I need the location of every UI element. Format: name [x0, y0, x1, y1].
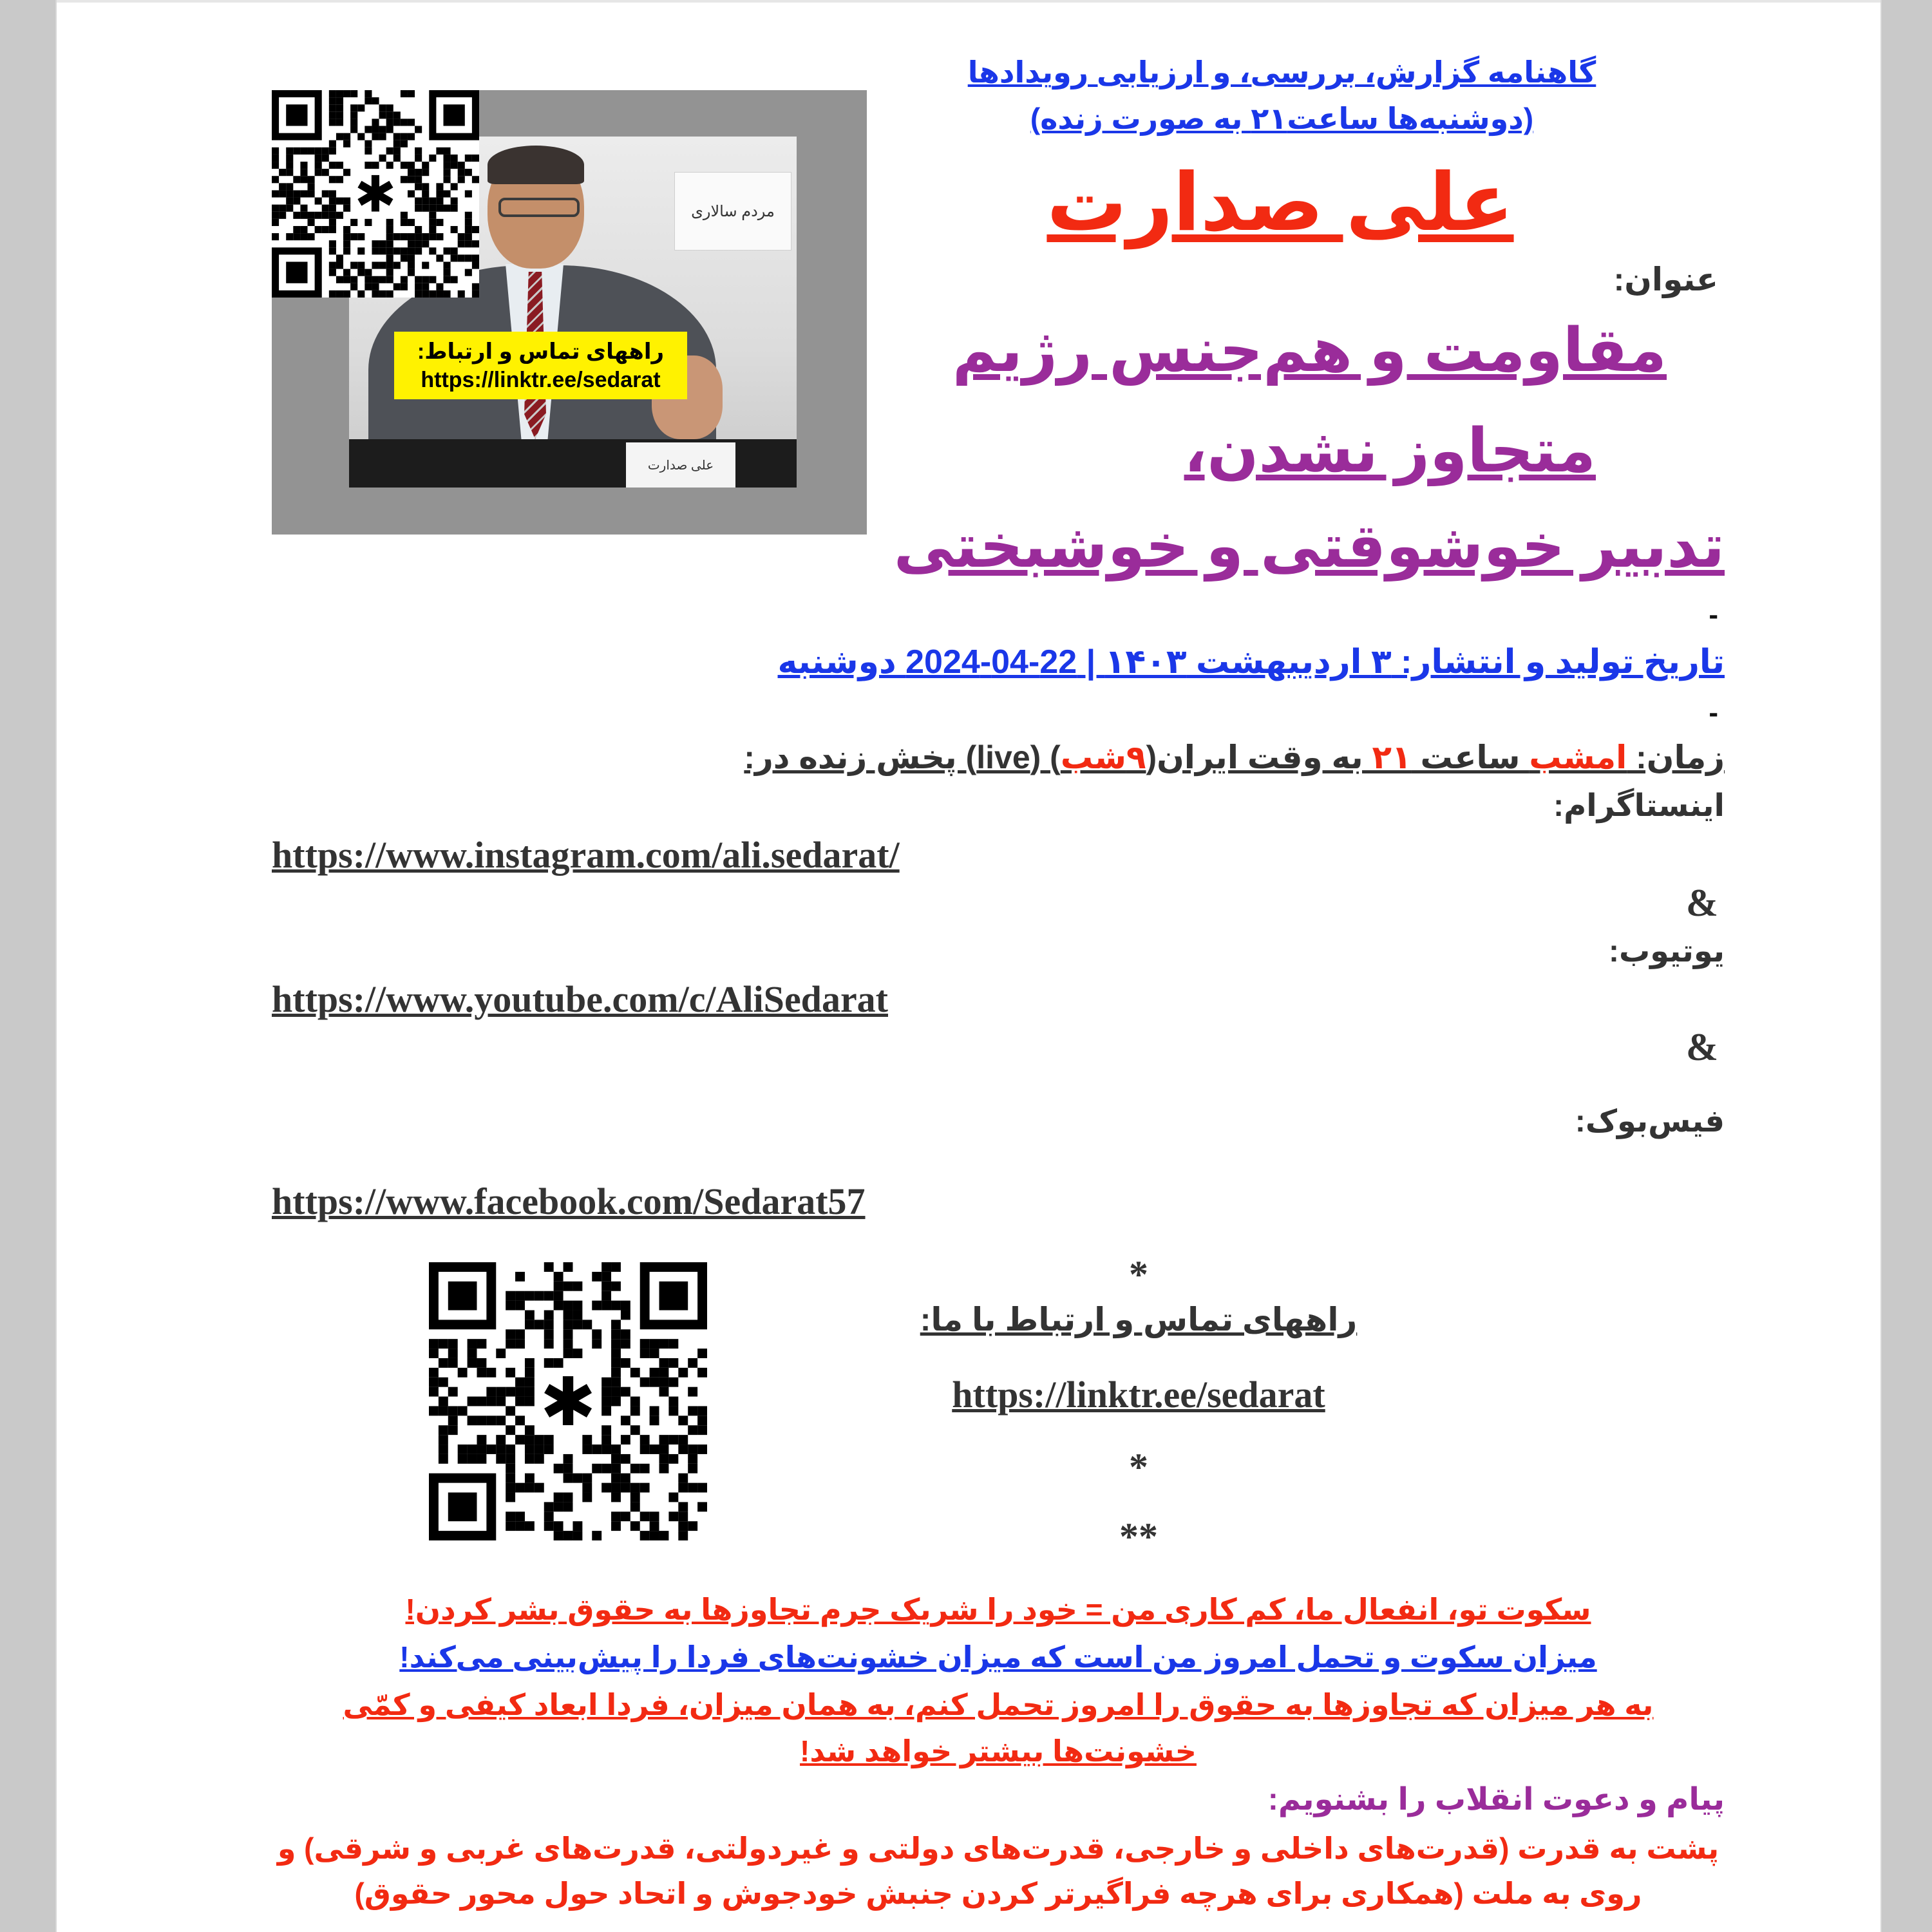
facebook-label: فیس‌بوک:: [1575, 1104, 1725, 1139]
message-line-3: به هر میزان که تجاوزها به حقوق را امروز تحمل کنم، به همان میزان، فردا ابعاد کیفی و کمّی: [343, 1688, 1654, 1721]
time-label: زمان:: [1627, 739, 1725, 775]
photo-hair: [488, 146, 584, 184]
series-line-2[interactable]: (دوشنبه‌ها ساعت۲۱ به صورت زنده): [1030, 102, 1534, 135]
qr-code-large-graphic: [429, 1262, 707, 1540]
photo-sign: مردم سالاری: [674, 172, 791, 251]
series-line-1[interactable]: گاهنامه گزارش، بررسی، و ارزیابی رویدادها: [967, 55, 1596, 89]
message-line-4: خشونت‌ها بیشتر خواهد شد!: [800, 1734, 1197, 1768]
facebook-link[interactable]: https://www.facebook.com/Sedarat57: [272, 1180, 866, 1222]
title-label: عنوان:: [1613, 261, 1718, 298]
call-line-2: روی به ملت (همکاری برای هرچه فراگیرتر کردن جنبش خودجوش و اتحاد حول محور حقوق): [354, 1877, 1642, 1910]
time-hour: ۲۱: [1372, 739, 1412, 775]
photo-nameplate: علی صدارت: [626, 442, 735, 488]
photo-caption-label: راههای تماس و ارتباط:: [417, 339, 665, 364]
separator-1: -: [1709, 599, 1718, 630]
qr-center-asterisk-icon: ✱: [354, 166, 397, 224]
qr-center-asterisk-icon: ✱: [540, 1363, 596, 1442]
message-line-2: میزان سکوت و تحمل امروز من است که میزان خشونت‌های فردا را پیش‌بینی می‌کند!: [399, 1640, 1597, 1674]
time-iran: به وقت ایران(: [1146, 739, 1372, 775]
call-label: پیام و دعوت انقلاب را بشنویم:: [1267, 1783, 1725, 1817]
qr-code-large[interactable]: [429, 1262, 707, 1540]
youtube-link[interactable]: https://www.youtube.com/c/AliSedarat: [272, 978, 888, 1020]
ampersand-1: &: [1686, 882, 1718, 924]
instagram-link[interactable]: https://www.instagram.com/ali.sedarat/: [272, 834, 900, 876]
qr-code-small-graphic: [272, 90, 479, 298]
ampersand-2: &: [1686, 1026, 1718, 1068]
time-9pm: ۹شب: [1060, 739, 1146, 775]
separator-2: -: [1709, 697, 1718, 728]
date-line[interactable]: تاریخ تولید و انتشار: ۳ اردیبهشت ۱۴۰۳ | 22-04-2024 دوشنبه: [777, 643, 1725, 681]
header-image: [272, 90, 867, 535]
photo-caption: [394, 332, 687, 399]
author-name: علی صدارت: [1046, 158, 1514, 247]
title-line-3: تدبیر خوشوقتی و خوشبختی: [893, 512, 1725, 580]
contact-star-3: **: [1119, 1515, 1158, 1558]
youtube-label: یوتیوب:: [1608, 934, 1725, 969]
title-line-1: مقاومت و هم‌جنس رژیم: [952, 316, 1667, 384]
instagram-label: اینستاگرام:: [1553, 789, 1725, 823]
time-at: ساعت: [1411, 739, 1530, 775]
message-line-1: سکوت تو، انفعال ما، کم کاری من = خود را شریک جرم تجاوزها به حقوق بشر کردن!: [405, 1593, 1591, 1626]
photo-glasses: [498, 198, 580, 217]
photo-caption-url[interactable]: https://linktr.ee/sedarat: [421, 367, 661, 392]
time-tonight: امشب: [1529, 739, 1627, 775]
call-line-1: پشت به قدرت (قدرت‌های داخلی و خارجی، قدرت‌های دولتی و غیردولتی، قدرت‌های غربی و شرقی) و: [277, 1832, 1719, 1865]
time-line: [701, 737, 1725, 777]
contact-star-2: *: [1129, 1446, 1148, 1488]
time-live: ) (live) پخش زنده در:: [744, 739, 1061, 775]
contact-link[interactable]: https://linktr.ee/sedarat: [952, 1374, 1325, 1416]
contact-label: راههای تماس و ارتباط با ما:: [920, 1302, 1358, 1338]
title-line-2: متجاوز نشدن،: [1184, 417, 1596, 484]
contact-star-1: *: [1129, 1253, 1148, 1296]
document-page: [55, 0, 1882, 1932]
page-top-border: [57, 0, 1880, 3]
qr-code-small[interactable]: [272, 90, 479, 298]
